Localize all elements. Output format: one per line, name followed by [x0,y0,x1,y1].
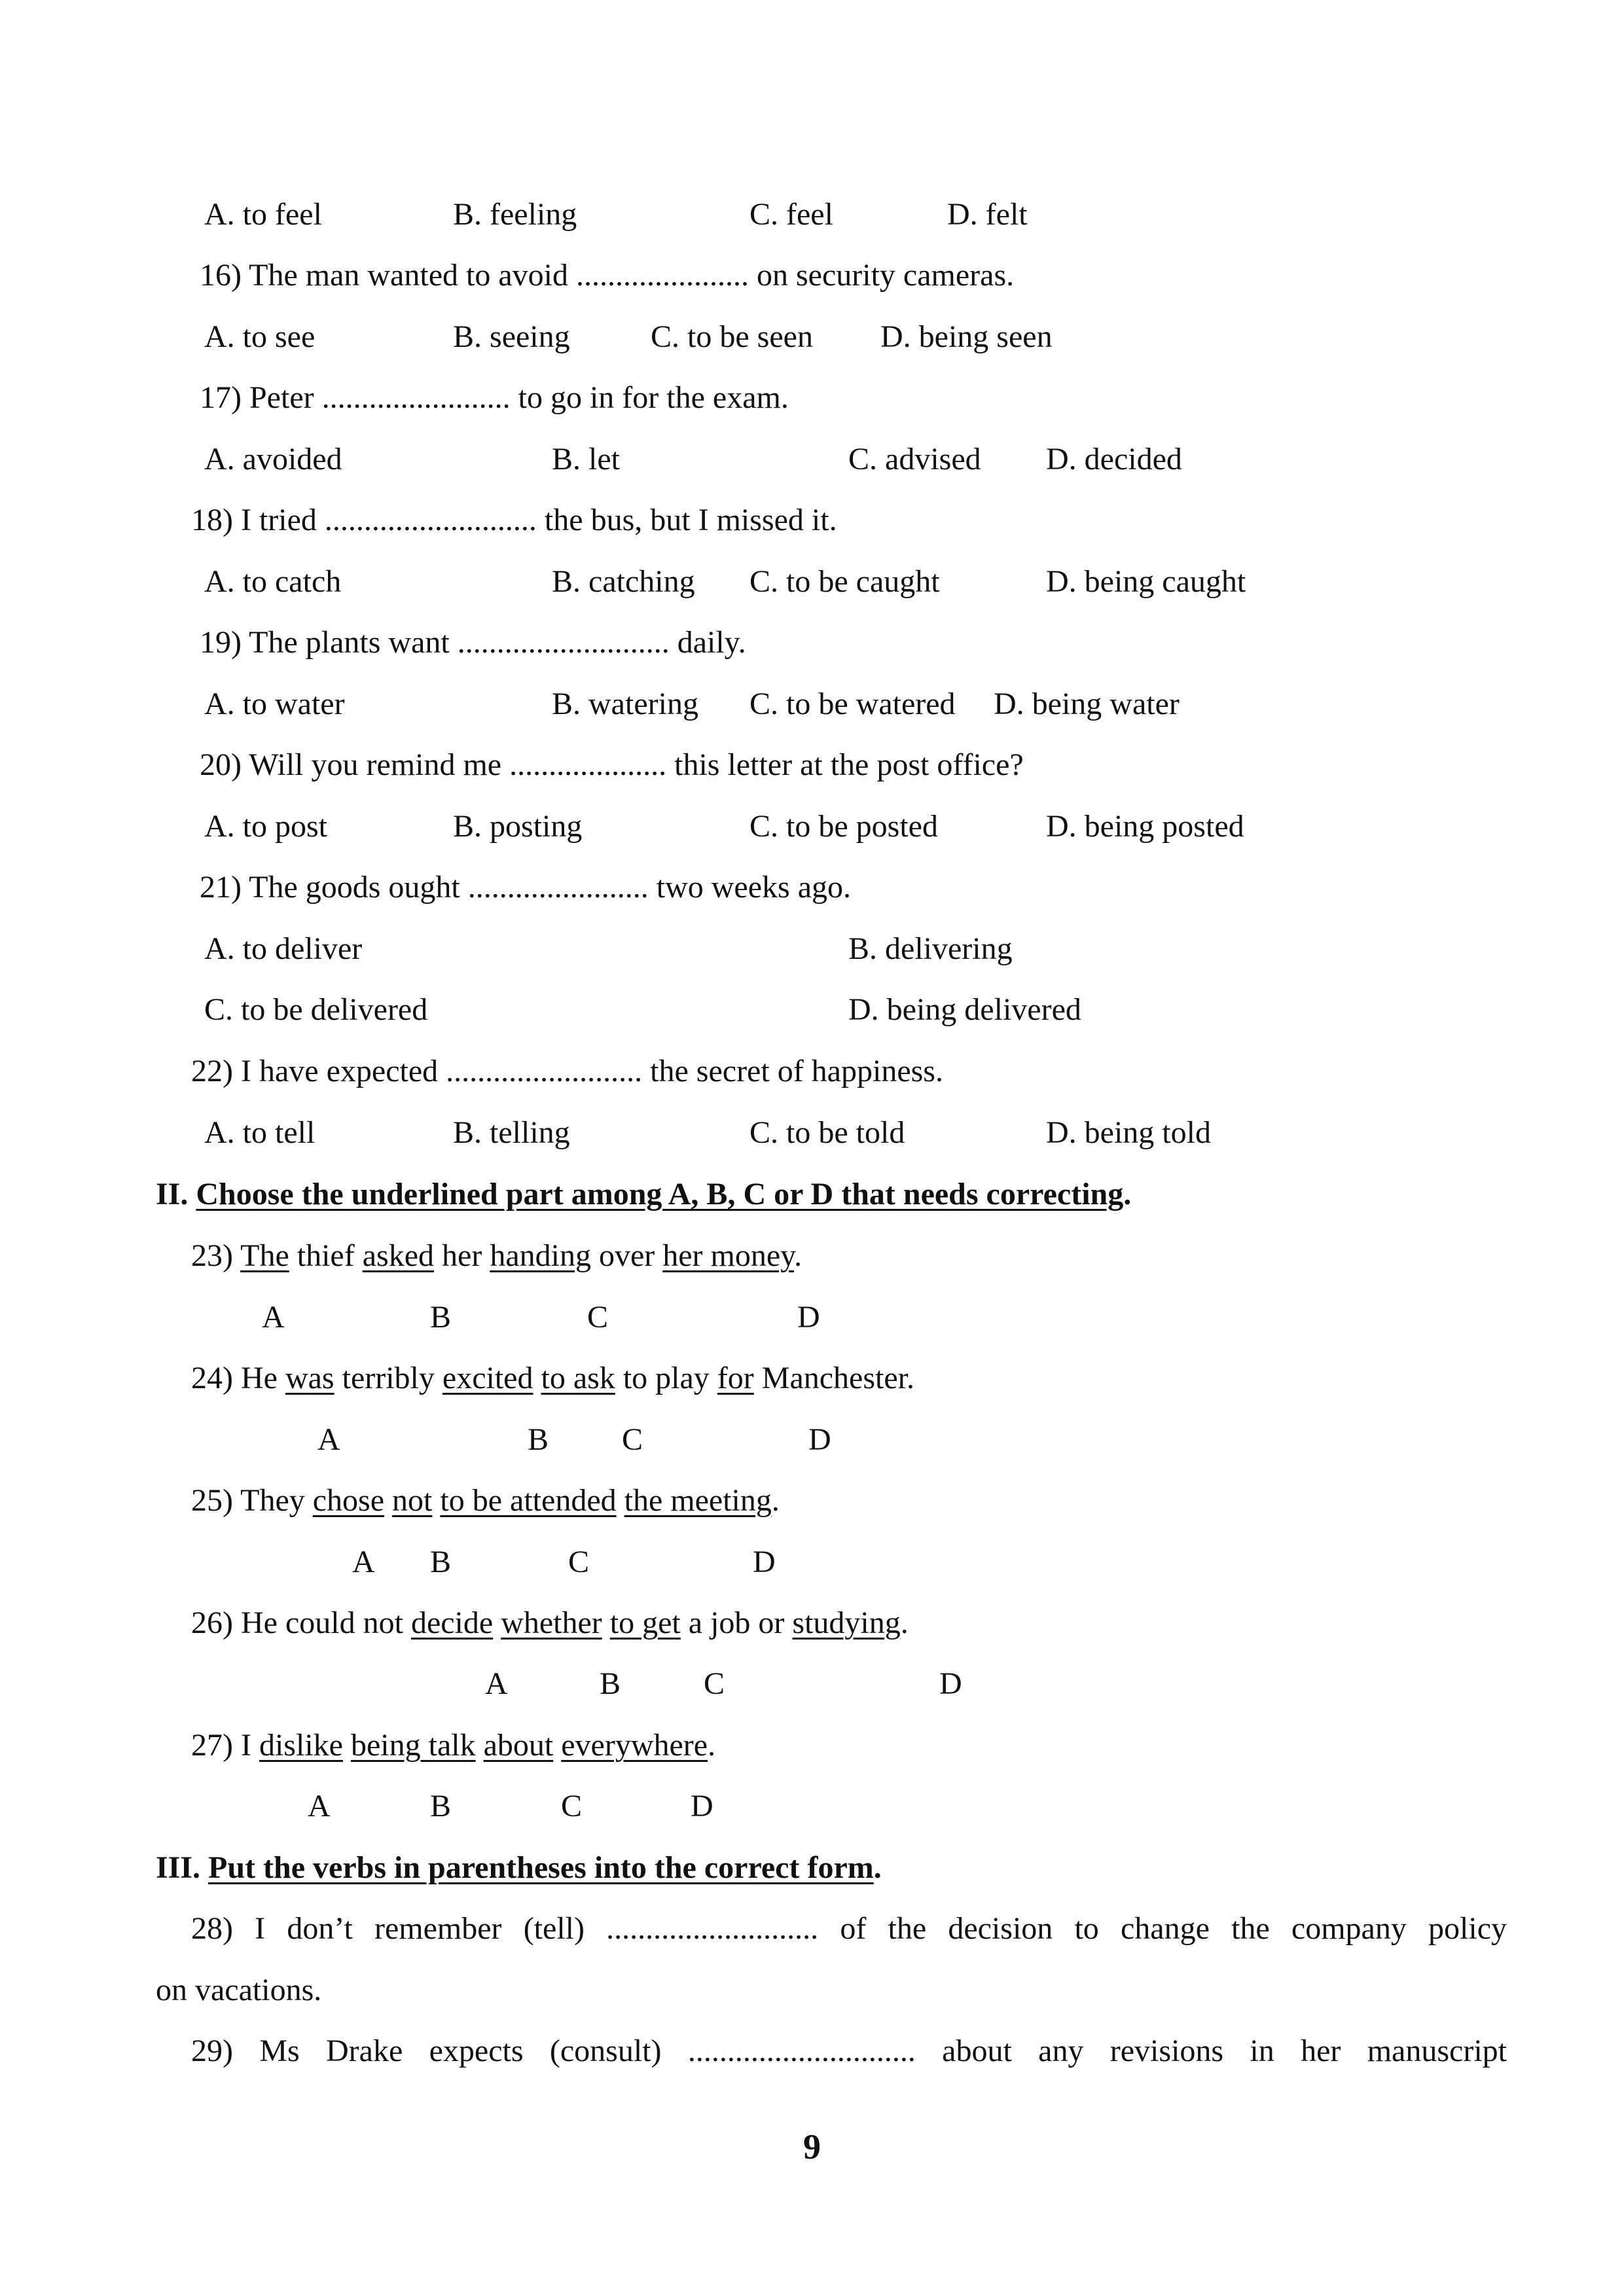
q17-option-b: B. let [552,442,620,476]
q18-option-c: C. to be caught [749,564,940,599]
question-22: 22) I have expected ......................... the secret of happiness. [191,1054,943,1088]
q26-number: 26) He could not [191,1605,403,1640]
question-16: 16) The man wanted to avoid ...................... on security cameras. [200,258,1015,293]
question-24 [191,1359,914,1398]
question-20: 20) Will you remind me .................... this letter at the post office? [200,747,1024,782]
q24-label-d: D [808,1422,831,1457]
q26-text: a job or [688,1605,785,1640]
q24-part-a: was [285,1361,334,1395]
q25-part-a: chose [312,1483,385,1518]
q24-end: Manchester. [761,1361,915,1395]
q20-option-a: A. to post [204,809,328,844]
q18-option-a: A. to catch [204,564,342,599]
question-25 [191,1481,780,1520]
q26-label-c: C [704,1666,725,1701]
q15-option-d: D. felt [947,197,1028,232]
question-29-line-1: 29) Ms Drake expects (consult) ............................. about any revisions in her manuscript [191,2034,1507,2068]
q16-option-a: A. to see [204,319,316,354]
q26-part-d: studying [792,1605,901,1640]
q24-text: terribly [342,1361,435,1395]
q22-option-c: C. to be told [749,1115,905,1150]
q26-end: . [900,1605,909,1640]
q19-option-c: C. to be watered [749,687,956,721]
question-18: 18) I tried ........................... the bus, but I missed it. [191,503,837,537]
q23-text: over [598,1238,655,1273]
section-3-end: . [873,1850,882,1885]
q24-label-b: B [528,1422,549,1457]
q23-text: thief [297,1238,355,1273]
q17-option-d: D. decided [1046,442,1182,476]
q25-end: . [771,1483,780,1518]
q27-part-d: everywhere [561,1728,708,1763]
q23-part-c: handing [490,1238,591,1273]
q22-option-a: A. to tell [204,1115,316,1150]
q23-label-a: A [262,1300,285,1335]
q27-label-c: C [561,1789,583,1823]
q25-part-d: the meeting [624,1483,772,1518]
q21-option-c: C. to be delivered [204,992,428,1027]
q23-part-b: asked [362,1238,435,1273]
q26-label-d: D [939,1666,962,1701]
q26-part-b: whether [501,1605,602,1640]
section-2-heading [156,1175,1131,1214]
q25-part-b: not [392,1483,433,1518]
q17-option-a: A. avoided [204,442,342,476]
q23-label-d: D [797,1300,820,1335]
q23-part-a: The [240,1238,289,1273]
section-2-end: . [1123,1177,1132,1211]
q16-option-c: C. to be seen [651,319,813,354]
q20-option-b: B. posting [453,809,583,844]
q16-option-d: D. being seen [880,319,1053,354]
q21-option-b: B. delivering [848,931,1013,966]
q23-part-d: her money [662,1238,795,1273]
question-28-line-1: 28) I don’t remember (tell) ........................... of the decision to change the company policy [191,1911,1507,1946]
q23-number: 23) [191,1238,233,1273]
q19-option-a: A. to water [204,687,345,721]
section-3-title: Put the verbs in parentheses into the correct form [208,1850,874,1885]
question-17: 17) Peter ........................ to go in for the exam. [200,380,789,415]
q27-number: 27) I [191,1728,251,1763]
q22-option-d: D. being told [1046,1115,1211,1150]
q17-option-c: C. advised [848,442,981,476]
q27-part-a: dislike [259,1728,343,1763]
q25-label-a: A [352,1545,375,1579]
q15-option-c: C. feel [749,197,833,232]
q23-text: her [442,1238,482,1273]
q26-part-c: to get [609,1605,681,1640]
q24-number: 24) He [191,1361,278,1395]
q27-label-b: B [430,1789,452,1823]
section-3-number: III. [156,1850,201,1885]
q25-label-d: D [753,1545,776,1579]
q24-text: to play [623,1361,710,1395]
q25-label-c: C [568,1545,590,1579]
question-26 [191,1604,909,1643]
q27-part-b: being talk [350,1728,476,1763]
q21-option-d: D. being delivered [848,992,1081,1027]
question-19: 19) The plants want ........................... daily. [200,625,746,660]
q15-option-b: B. feeling [453,197,577,232]
q25-number: 25) They [191,1483,305,1518]
q19-option-b: B. watering [552,687,698,721]
question-23 [191,1236,802,1276]
q20-option-d: D. being posted [1046,809,1244,844]
q19-option-d: D. being water [994,687,1180,721]
page-number: 9 [803,2127,821,2166]
section-2-number: II. [156,1177,189,1211]
q18-option-b: B. catching [552,564,695,599]
section-3-heading [156,1848,882,1888]
q21-option-a: A. to deliver [204,931,363,966]
q18-option-d: D. being caught [1046,564,1246,599]
question-27 [191,1726,715,1765]
q22-option-b: B. telling [453,1115,570,1150]
q27-label-d: D [691,1789,713,1823]
q16-option-b: B. seeing [453,319,570,354]
q27-end: . [708,1728,716,1763]
question-28-line-2: on vacations. [156,1973,322,2007]
q20-option-c: C. to be posted [749,809,938,844]
q15-option-a: A. to feel [204,197,322,232]
q26-label-b: B [600,1666,621,1701]
q27-part-c: about [483,1728,554,1763]
q23-label-b: B [430,1300,452,1335]
question-21: 21) The goods ought ....................... two weeks ago. [200,870,852,905]
q24-part-d: for [717,1361,754,1395]
q24-part-c: to ask [541,1361,615,1395]
q26-part-a: decide [410,1605,494,1640]
q23-end: . [794,1238,803,1273]
q26-label-a: A [485,1666,508,1701]
q24-label-a: A [317,1422,340,1457]
q24-part-b: excited [442,1361,533,1395]
q25-part-c: to be attended [440,1483,617,1518]
q24-label-c: C [622,1422,643,1457]
q27-label-a: A [308,1789,331,1823]
q23-label-c: C [587,1300,609,1335]
q25-label-b: B [430,1545,452,1579]
section-2-title: Choose the underlined part among A, B, C or D that needs correcting [196,1177,1124,1211]
